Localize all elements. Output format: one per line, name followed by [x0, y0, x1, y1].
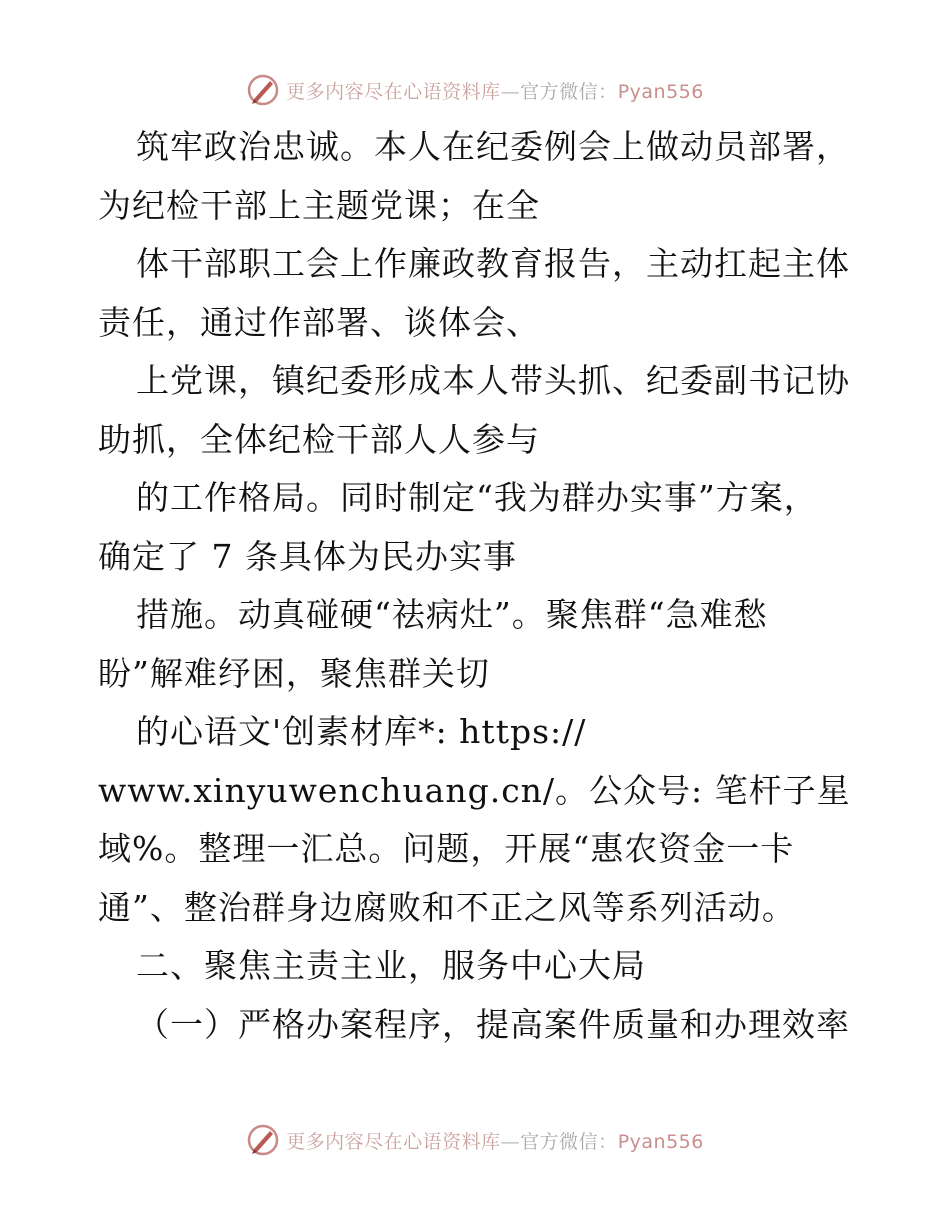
text-line: 盼”解难纾困，聚焦群关切 [98, 653, 490, 693]
text-line: （一）严格办案程序，提高案件质量和办理效率 [136, 1004, 850, 1044]
pen-logo-icon [246, 1123, 280, 1157]
text-line: 为纪检干部上主题党课；在全 [98, 185, 540, 225]
text-line: 上党课，镇纪委形成本人带头抓、纪委副书记协 [136, 361, 850, 400]
watermark-text [286, 1127, 704, 1154]
text-line: 措施。动真碰硬“祛病灶”。聚焦群“急难愁 [136, 595, 768, 634]
watermark-wechat-label: 官方微信： [520, 1130, 618, 1153]
text-line: 体干部职工会上作廉政教育报告，主动扛起主体 [136, 244, 850, 283]
text-line: 二、聚焦主责主业，服务中心大局 [136, 946, 646, 985]
text-line: 确定了 7 条具体为民办实事 [98, 536, 517, 576]
footer-watermark-banner [0, 1120, 950, 1160]
watermark-separator: — [500, 1130, 521, 1153]
watermark-separator: — [500, 80, 521, 103]
text-line: 助抓，全体纪检干部人人参与 [98, 419, 540, 459]
pen-logo-icon [246, 73, 280, 107]
text-line: 域%。整理一汇总。问题，开展“惠农资金一卡 [98, 829, 795, 868]
watermark-site-text: 更多内容尽在心语资料库 [286, 80, 501, 103]
watermark-wechat-id: Pyan556 [617, 1130, 704, 1153]
text-line: 通”、整治群身边腐败和不正之风等系列活动。 [98, 887, 796, 927]
watermark-text [286, 77, 704, 104]
watermark-site-text: 更多内容尽在心语资料库 [286, 1130, 501, 1153]
text-line: 责任，通过作部署、谈体会、 [98, 302, 540, 342]
text-line: 的工作格局。同时制定“我为群办实事”方案， [136, 478, 818, 517]
document-body [98, 118, 878, 1054]
text-line: www.xinyuwenchuang.cn/。公众号: 笔杆子星 [98, 770, 851, 810]
header-watermark-banner [0, 70, 950, 110]
watermark-wechat-label: 官方微信： [520, 80, 618, 103]
text-line: 的心语文'创素材库*: https:// [136, 712, 587, 751]
watermark-wechat-id: Pyan556 [617, 80, 704, 103]
text-line: 筑牢政治忠诚。本人在纪委例会上做动员部署， [136, 127, 850, 166]
